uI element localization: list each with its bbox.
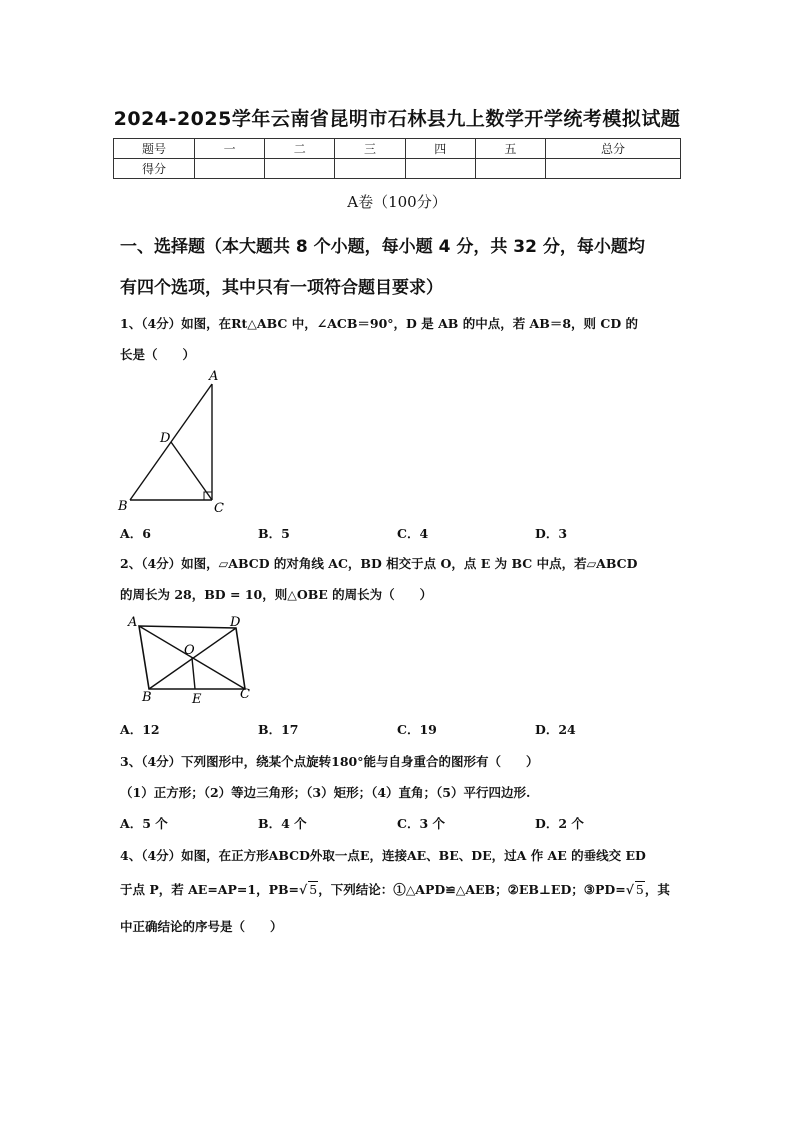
q4-text-part-c: ，其 [644,882,670,897]
q1-label-b: B [118,499,128,514]
q2-segment-oe [192,658,195,689]
score-cell[interactable] [475,159,545,179]
score-header-cell: 三 [335,139,405,159]
q4-text-line3: 中正确结论的序号是（ ） [120,919,283,934]
q3-text-line2: （1）正方形；（2）等边三角形；（3）矩形；（4）直角；（5）平行四边形. [120,785,531,800]
score-cell[interactable] [546,159,681,179]
q2-parallelogram-figure [122,614,262,706]
q2-text-line1: 2、（4分）如图，▱ABCD 的对角线 AC，BD 相交于点 O，点 E 为 BC 中点，若▱ABCD [120,556,638,571]
q2-label-b: B [142,690,152,705]
q2-label-a: A [128,615,138,630]
score-header-cell: 一 [195,139,265,159]
q4-text-part-a: 于点 P，若 AE=AP=1，PB= [120,882,300,897]
q4-sqrt-radicand: 5 [635,882,644,897]
q2-label-d: D [230,615,241,630]
sqrt-icon: √ [625,882,634,897]
q2-label-c: C [240,687,250,702]
score-row-label: 得分 [114,159,195,179]
score-header-cell: 总分 [546,139,681,159]
q3-option-b[interactable]: B．4 个 [258,816,307,831]
q1-option-b[interactable]: B．5 [258,526,290,541]
section-title: A卷（100分） [347,193,447,211]
q4-sqrt-radicand: 5 [309,882,318,897]
score-table-score-row [114,159,681,179]
q2-option-a[interactable]: A．12 [120,722,160,737]
q3-text-line1: 3、（4分）下列图形中，绕某个点旋转180°能与自身重合的图形有（ ） [120,754,539,769]
q1-text-line1: 1、（4分）如图，在Rt△ABC 中，∠ACB＝90°，D 是 AB 的中点，若 AB＝8，则 CD 的 [120,316,639,331]
score-header-cell: 五 [475,139,545,159]
score-table [113,138,681,179]
q1-label-c: C [214,501,224,516]
q2-option-d[interactable]: D．24 [535,722,576,737]
q1-segment-cd [171,442,212,500]
q4-text-line1: 4、（4分）如图，在正方形ABCD外取一点E，连接AE、BE、DE，过A 作 AE 的垂线交 ED [120,848,646,863]
score-header-cell: 四 [405,139,475,159]
q1-triangle-figure [112,368,232,518]
part1-heading-line2: 有四个选项，其中只有一项符合题目要求） [120,278,443,298]
score-cell[interactable] [265,159,335,179]
q1-label-a: A [209,369,219,384]
q2-option-c[interactable]: C．19 [397,722,437,737]
q4-text-line2 [120,880,690,898]
q3-option-a[interactable]: A．5 个 [120,816,168,831]
exam-title: 2024-2025学年云南省昆明市石林县九上数学开学统考模拟试题 [113,108,681,130]
score-header-cell: 二 [265,139,335,159]
q2-label-o: O [184,643,195,658]
q1-option-d[interactable]: D．3 [535,526,568,541]
q3-option-d[interactable]: D．2 个 [535,816,584,831]
score-table-header-row [114,139,681,159]
score-cell[interactable] [195,159,265,179]
q3-option-c[interactable]: C．3 个 [397,816,445,831]
q1-text-line2: 长是（ ） [120,347,196,362]
q1-option-a[interactable]: A．6 [120,526,151,541]
score-header-cell: 题号 [114,139,195,159]
q2-label-e: E [192,692,202,706]
q4-text-part-b: ，下列结论：①△APD≌△AEB；②EB⊥ED；③PD= [318,882,626,897]
q1-label-d: D [160,431,171,446]
q1-option-c[interactable]: C．4 [397,526,429,541]
score-cell[interactable] [335,159,405,179]
q2-option-b[interactable]: B．17 [258,722,299,737]
sqrt-icon: √ [299,882,308,897]
part1-heading-line1: 一、选择题（本大题共 8 个小题，每小题 4 分，共 32 分，每小题均 [120,237,645,257]
q2-text-line2: 的周长为 28，BD = 10，则△OBE 的周长为（ ） [120,587,433,602]
score-cell[interactable] [405,159,475,179]
